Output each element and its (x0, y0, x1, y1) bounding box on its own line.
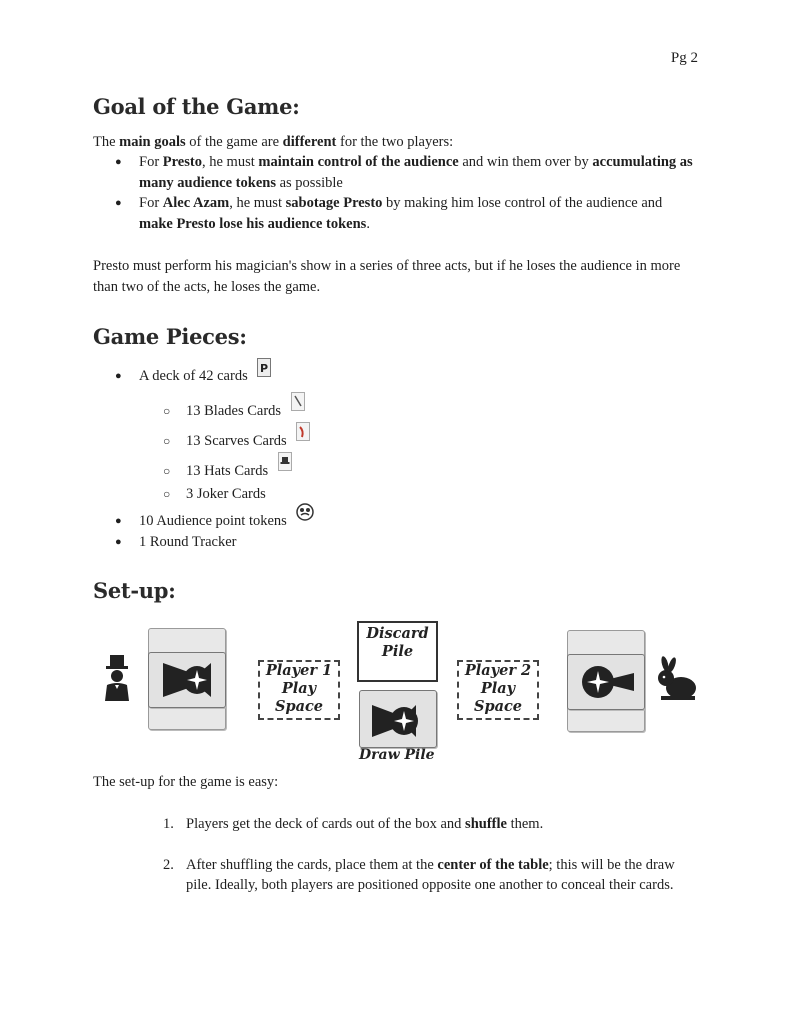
goal-paragraph: Presto must perform his magician's show in a series of three acts, but if he loses the audience in more than two of the acts, he loses the game. (93, 258, 681, 295)
deck-label: A deck of 42 cards (139, 368, 248, 384)
scarf-card-icon (296, 422, 310, 448)
deck-icon-letter: P (260, 361, 269, 375)
list-item-tokens (93, 511, 693, 533)
step-text: After shuffling the cards, place them at the center of the table; this will be the draw pile. Ideally, both players are positioned opposite one another to conceal their cards. (186, 856, 675, 893)
step-number: 1. (163, 816, 174, 832)
pieces-heading: Game Pieces: (93, 324, 247, 349)
draw-pile-card (359, 690, 437, 748)
p2-line1: Player 2 (464, 662, 532, 679)
setup-step-1 (93, 814, 693, 835)
setup-intro: The set-up for the game is easy: (93, 774, 279, 790)
pieces-list (93, 361, 693, 552)
player1-hand-cards (148, 628, 228, 732)
setup-step-2 (93, 855, 693, 896)
player2-play-space (457, 660, 539, 720)
list-item-tracker (93, 532, 693, 553)
list-item-blades (93, 401, 693, 423)
hat-card-icon (278, 452, 292, 478)
discard-line2: Pile (381, 643, 414, 660)
p1-line3: Space (274, 698, 324, 715)
list-item-hats (93, 461, 693, 483)
p2-line2: Play (480, 680, 516, 697)
card-p-icon (257, 358, 271, 384)
list-item-scarves (93, 431, 693, 453)
draw-pile-label: Draw Pile (359, 747, 435, 763)
setup-steps (93, 814, 693, 896)
hats-label: 13 Hats Cards (186, 463, 269, 479)
discard-line1: Discard (366, 625, 429, 642)
setup-heading: Set-up: (93, 578, 176, 603)
page-number: Pg 2 (670, 50, 698, 66)
card-front (567, 654, 645, 710)
jokers-label: 3 Joker Cards (186, 486, 266, 502)
list-item-deck (93, 361, 693, 392)
list-item-jokers (93, 484, 693, 505)
magician-icon (103, 655, 131, 701)
player2-hand-cards (567, 630, 647, 734)
p1-line2: Play (281, 680, 317, 697)
discard-pile-box (357, 621, 438, 682)
step-number: 2. (163, 856, 174, 873)
audience-token-icon (296, 503, 314, 528)
blades-label: 13 Blades Cards (186, 403, 282, 419)
tokens-label: 10 Audience point tokens (139, 512, 287, 529)
goal-intro: The main goals of the game are different for the two players: (93, 134, 454, 150)
step-text: Players get the deck of cards out of the box and shuffle them. (186, 816, 544, 832)
goal-bullet-list (93, 152, 693, 234)
scarves-label: 13 Scarves Cards (186, 433, 287, 449)
player1-play-space (258, 660, 340, 720)
p2-line3: Space (473, 698, 523, 715)
p1-line1: Player 1 (265, 662, 333, 679)
card-front (148, 652, 226, 708)
rabbit-icon (655, 656, 699, 700)
goal-bullet-alec: ● For Alec Azam, he must sabotage Presto by making him lose control of the audience and make Presto lose his audience tokens. (93, 193, 693, 234)
blade-card-icon (291, 392, 305, 418)
goal-heading: Goal of the Game: (93, 94, 300, 119)
setup-diagram (93, 620, 703, 770)
tracker-label: 1 Round Tracker (139, 533, 237, 550)
goal-bullet-presto: ● For Presto, he must maintain control of the audience and win them over by accumulating as many audience tokens as possible (93, 152, 693, 193)
